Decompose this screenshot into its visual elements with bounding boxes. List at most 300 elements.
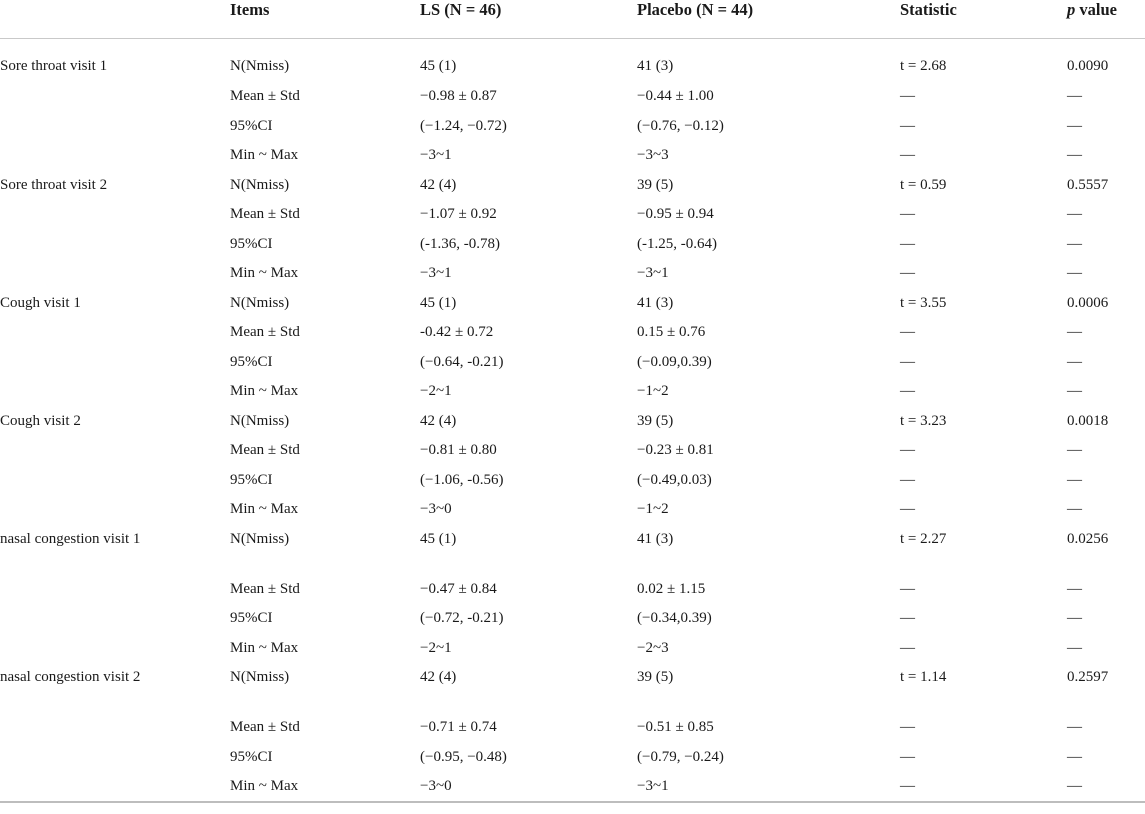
table-row xyxy=(0,346,1145,376)
group-label xyxy=(0,198,160,204)
item-label-cell xyxy=(230,139,420,169)
placebo-value-cell xyxy=(637,493,900,523)
ls-value-cell xyxy=(420,493,637,523)
p-value-cell xyxy=(1067,434,1145,464)
statistic-value: — xyxy=(900,778,915,794)
group-label-cell xyxy=(0,573,230,603)
statistic-value-cell xyxy=(900,228,1067,258)
statistic-value-cell xyxy=(900,602,1067,632)
statistic-value-cell xyxy=(900,375,1067,405)
item-label-cell xyxy=(230,228,420,258)
header-items: Items xyxy=(230,0,420,39)
placebo-value: 39 (5) xyxy=(637,669,674,685)
table-row xyxy=(0,523,1145,573)
header-placebo: Placebo (N = 44) xyxy=(637,0,900,39)
group-label-cell xyxy=(0,80,230,110)
group-label-cell xyxy=(0,741,230,771)
p-value-cell xyxy=(1067,573,1145,603)
placebo-value: (−0.79, −0.24) xyxy=(637,748,724,765)
item-label: N(Nmiss) xyxy=(230,530,290,547)
placebo-value: 41 (3) xyxy=(637,530,674,547)
ls-value: −0.71 ± 0.74 xyxy=(420,719,497,735)
placebo-value-cell xyxy=(637,80,900,110)
p-value-cell xyxy=(1067,110,1145,140)
placebo-value-cell xyxy=(637,257,900,287)
placebo-value-cell xyxy=(637,375,900,405)
table-row xyxy=(0,287,1145,317)
item-label: Min ~ Max xyxy=(230,147,299,163)
item-label: 95%CI xyxy=(230,471,273,488)
p-value-cell xyxy=(1067,661,1145,711)
p-value: — xyxy=(1067,442,1082,458)
group-label-cell xyxy=(0,287,230,317)
item-label: 95%CI xyxy=(230,353,273,370)
statistic-value: — xyxy=(900,235,915,252)
statistic-value: — xyxy=(900,580,915,597)
statistic-value: t = 1.14 xyxy=(900,669,947,685)
p-value: 0.0006 xyxy=(1067,294,1109,311)
group-label xyxy=(0,602,160,608)
header-p-letter: p xyxy=(1067,0,1076,19)
item-label: 95%CI xyxy=(230,235,273,252)
table-row xyxy=(0,198,1145,228)
placebo-value-cell xyxy=(637,602,900,632)
item-label: N(Nmiss) xyxy=(230,176,290,193)
item-label-cell xyxy=(230,405,420,435)
placebo-value-cell xyxy=(637,523,900,573)
ls-value-cell xyxy=(420,741,637,771)
item-label: Mean ± Std xyxy=(230,580,300,597)
item-label-cell xyxy=(230,110,420,140)
ls-value: 42 (4) xyxy=(420,412,457,429)
statistic-value: — xyxy=(900,639,915,656)
statistic-value: — xyxy=(900,265,915,281)
statistic-value: — xyxy=(900,353,915,370)
group-label-cell xyxy=(0,228,230,258)
group-label xyxy=(0,375,160,381)
group-label: nasal congestion visit 1 xyxy=(0,530,141,547)
placebo-value: 39 (5) xyxy=(637,412,674,429)
placebo-value-cell xyxy=(637,711,900,741)
item-label-cell xyxy=(230,169,420,199)
ls-value-cell xyxy=(420,632,637,662)
table-row xyxy=(0,405,1145,435)
placebo-value: 39 (5) xyxy=(637,176,674,193)
placebo-value: −0.51 ± 0.85 xyxy=(637,719,714,735)
ls-value-cell xyxy=(420,375,637,405)
statistic-value-cell xyxy=(900,405,1067,435)
ls-value-cell xyxy=(420,711,637,741)
statistic-value-cell xyxy=(900,110,1067,140)
item-label: Mean ± Std xyxy=(230,88,300,104)
group-label xyxy=(0,346,160,352)
group-label xyxy=(0,257,160,263)
ls-value: −3~1 xyxy=(420,265,452,281)
p-value-cell xyxy=(1067,287,1145,317)
statistic-value-cell xyxy=(900,523,1067,573)
group-label: Sore throat visit 2 xyxy=(0,176,108,193)
p-value: — xyxy=(1067,748,1082,765)
ls-value-cell xyxy=(420,434,637,464)
table-row xyxy=(0,110,1145,140)
item-label: 95%CI xyxy=(230,748,273,765)
group-label-cell xyxy=(0,198,230,228)
item-label: Mean ± Std xyxy=(230,719,300,735)
p-value: — xyxy=(1067,235,1082,252)
group-label xyxy=(0,228,160,234)
ls-value: (−0.95, −0.48) xyxy=(420,748,507,765)
p-value-cell xyxy=(1067,346,1145,376)
group-label-cell xyxy=(0,632,230,662)
placebo-value-cell xyxy=(637,287,900,317)
item-label-cell xyxy=(230,602,420,632)
statistic-value-cell xyxy=(900,493,1067,523)
group-label-cell xyxy=(0,39,230,81)
header-row xyxy=(0,0,1145,39)
item-label: Min ~ Max xyxy=(230,265,299,281)
ls-value-cell xyxy=(420,257,637,287)
table-row xyxy=(0,169,1145,199)
group-label-cell xyxy=(0,375,230,405)
ls-value: (−0.64, -0.21) xyxy=(420,353,504,370)
ls-value: −0.98 ± 0.87 xyxy=(420,88,497,104)
table-row xyxy=(0,741,1145,771)
statistic-value-cell xyxy=(900,169,1067,199)
p-value: — xyxy=(1067,610,1082,626)
ls-value: −3~1 xyxy=(420,147,452,163)
group-label-cell xyxy=(0,257,230,287)
group-label: nasal congestion visit 2 xyxy=(0,669,141,685)
table-row xyxy=(0,632,1145,662)
group-label xyxy=(0,110,160,116)
placebo-value-cell xyxy=(637,39,900,81)
placebo-value: −2~3 xyxy=(637,639,669,656)
group-label-cell xyxy=(0,346,230,376)
table-row xyxy=(0,434,1145,464)
group-label-cell xyxy=(0,405,230,435)
group-label-cell xyxy=(0,523,230,573)
statistic-value: — xyxy=(900,383,915,399)
placebo-value: (−0.34,0.39) xyxy=(637,610,712,626)
p-value: — xyxy=(1067,206,1082,222)
ls-value: −2~1 xyxy=(420,383,452,399)
placebo-value-cell xyxy=(637,198,900,228)
placebo-value: 0.02 ± 1.15 xyxy=(637,580,706,597)
header-p-suffix: value xyxy=(1075,0,1117,19)
ls-value-cell xyxy=(420,80,637,110)
statistic-value: — xyxy=(900,147,915,163)
statistic-value-cell xyxy=(900,711,1067,741)
item-label-cell xyxy=(230,198,420,228)
placebo-value: (−0.76, −0.12) xyxy=(637,117,724,134)
item-label: N(Nmiss) xyxy=(230,58,290,74)
item-label: N(Nmiss) xyxy=(230,669,290,685)
placebo-value: (-1.25, -0.64) xyxy=(637,235,717,252)
placebo-value: −0.44 ± 1.00 xyxy=(637,88,714,104)
statistic-value: — xyxy=(900,501,915,517)
item-label-cell xyxy=(230,434,420,464)
ls-value-cell xyxy=(420,464,637,494)
p-value-cell xyxy=(1067,464,1145,494)
ls-value-cell xyxy=(420,110,637,140)
group-label-cell xyxy=(0,493,230,523)
group-label xyxy=(0,434,160,440)
item-label-cell xyxy=(230,770,420,802)
header-ls: LS (N = 46) xyxy=(420,0,637,39)
table-row xyxy=(0,316,1145,346)
group-label-cell xyxy=(0,770,230,802)
ls-value-cell xyxy=(420,602,637,632)
group-label xyxy=(0,493,160,499)
ls-value-cell xyxy=(420,405,637,435)
placebo-value-cell xyxy=(637,405,900,435)
statistic-value: — xyxy=(900,88,915,104)
statistic-value-cell xyxy=(900,573,1067,603)
statistic-value: — xyxy=(900,471,915,488)
p-value-cell xyxy=(1067,198,1145,228)
item-label-cell xyxy=(230,573,420,603)
item-label-cell xyxy=(230,80,420,110)
p-value: — xyxy=(1067,501,1082,517)
header-group xyxy=(0,0,230,39)
ls-value: 42 (4) xyxy=(420,669,457,685)
table-row xyxy=(0,493,1145,523)
item-label-cell xyxy=(230,523,420,573)
p-value-cell xyxy=(1067,632,1145,662)
item-label: 95%CI xyxy=(230,117,273,134)
p-value: 0.0256 xyxy=(1067,530,1109,547)
placebo-value-cell xyxy=(637,770,900,802)
statistic-value-cell xyxy=(900,316,1067,346)
item-label: Min ~ Max xyxy=(230,778,299,794)
statistic-value: t = 0.59 xyxy=(900,176,947,193)
p-value: — xyxy=(1067,88,1082,104)
p-value-cell xyxy=(1067,711,1145,741)
group-label-cell xyxy=(0,139,230,169)
placebo-value: −3~1 xyxy=(637,778,669,794)
p-value-cell xyxy=(1067,257,1145,287)
table-row xyxy=(0,573,1145,603)
p-value: — xyxy=(1067,778,1082,794)
p-value-cell xyxy=(1067,39,1145,81)
ls-value: (−1.06, -0.56) xyxy=(420,471,504,488)
group-label-cell xyxy=(0,434,230,464)
group-label xyxy=(0,741,160,747)
ls-value-cell xyxy=(420,228,637,258)
item-label-cell xyxy=(230,257,420,287)
statistic-value-cell xyxy=(900,139,1067,169)
item-label-cell xyxy=(230,346,420,376)
group-label xyxy=(0,711,160,717)
p-value: — xyxy=(1067,117,1082,134)
ls-value-cell xyxy=(420,169,637,199)
placebo-value-cell xyxy=(637,346,900,376)
item-label-cell xyxy=(230,464,420,494)
table-row xyxy=(0,80,1145,110)
statistic-value-cell xyxy=(900,434,1067,464)
ls-value-cell xyxy=(420,573,637,603)
p-value: 0.2597 xyxy=(1067,669,1109,685)
p-value-cell xyxy=(1067,770,1145,802)
p-value-cell xyxy=(1067,493,1145,523)
ls-value-cell xyxy=(420,39,637,81)
ls-value-cell xyxy=(420,770,637,802)
p-value-cell xyxy=(1067,169,1145,199)
ls-value-cell xyxy=(420,198,637,228)
group-label xyxy=(0,632,160,638)
placebo-value: 41 (3) xyxy=(637,58,674,74)
statistic-value: — xyxy=(900,610,915,626)
ls-value-cell xyxy=(420,523,637,573)
statistic-value-cell xyxy=(900,741,1067,771)
group-label-cell xyxy=(0,169,230,199)
ls-value: 45 (1) xyxy=(420,294,457,311)
item-label: Mean ± Std xyxy=(230,442,300,458)
p-value: — xyxy=(1067,147,1082,163)
ls-value: (−0.72, -0.21) xyxy=(420,610,504,626)
statistic-value-cell xyxy=(900,770,1067,802)
table-row xyxy=(0,711,1145,741)
placebo-value: 41 (3) xyxy=(637,294,674,311)
ls-value: −3~0 xyxy=(420,501,452,517)
statistic-value: t = 3.55 xyxy=(900,294,947,311)
p-value: 0.5557 xyxy=(1067,176,1109,193)
statistic-value: — xyxy=(900,206,915,222)
statistic-value: — xyxy=(900,324,915,340)
statistic-value: — xyxy=(900,748,915,765)
p-value: — xyxy=(1067,639,1082,656)
group-label-cell xyxy=(0,110,230,140)
placebo-value-cell xyxy=(637,169,900,199)
p-value-cell xyxy=(1067,375,1145,405)
placebo-value-cell xyxy=(637,228,900,258)
placebo-value-cell xyxy=(637,464,900,494)
placebo-value-cell xyxy=(637,661,900,711)
placebo-value: −3~3 xyxy=(637,147,669,163)
p-value-cell xyxy=(1067,523,1145,573)
table-row xyxy=(0,139,1145,169)
statistic-value: — xyxy=(900,719,915,735)
item-label-cell xyxy=(230,375,420,405)
item-label: Min ~ Max xyxy=(230,639,299,656)
placebo-value-cell xyxy=(637,139,900,169)
p-value: — xyxy=(1067,324,1082,340)
group-label xyxy=(0,316,160,322)
p-value-cell xyxy=(1067,80,1145,110)
table-row xyxy=(0,464,1145,494)
p-value: — xyxy=(1067,471,1082,488)
ls-value: 45 (1) xyxy=(420,58,457,74)
item-label: Min ~ Max xyxy=(230,501,299,517)
item-label-cell xyxy=(230,316,420,346)
item-label: Mean ± Std xyxy=(230,206,300,222)
p-value: 0.0090 xyxy=(1067,58,1109,74)
table-row xyxy=(0,39,1145,81)
group-label: Cough visit 1 xyxy=(0,294,81,311)
ls-value: −1.07 ± 0.92 xyxy=(420,206,497,222)
statistic-value: t = 2.68 xyxy=(900,58,947,74)
p-value: — xyxy=(1067,580,1082,597)
p-value: — xyxy=(1067,383,1082,399)
ls-value: −0.47 ± 0.84 xyxy=(420,580,497,597)
item-label-cell xyxy=(230,493,420,523)
header-p-value xyxy=(1067,0,1145,39)
placebo-value: −1~2 xyxy=(637,383,669,399)
item-label-cell xyxy=(230,711,420,741)
item-label: 95%CI xyxy=(230,610,273,626)
group-label-cell xyxy=(0,661,230,711)
table-row xyxy=(0,661,1145,711)
group-label-cell xyxy=(0,711,230,741)
placebo-value: −1~2 xyxy=(637,501,669,517)
item-label-cell xyxy=(230,287,420,317)
ls-value: 45 (1) xyxy=(420,530,457,547)
group-label xyxy=(0,139,160,145)
table-row xyxy=(0,602,1145,632)
p-value: — xyxy=(1067,719,1082,735)
ls-value: −0.81 ± 0.80 xyxy=(420,442,497,458)
statistic-value: — xyxy=(900,442,915,458)
table-row xyxy=(0,228,1145,258)
p-value-cell xyxy=(1067,228,1145,258)
ls-value: (-1.36, -0.78) xyxy=(420,235,500,252)
placebo-value-cell xyxy=(637,110,900,140)
statistic-value: t = 3.23 xyxy=(900,412,947,429)
statistic-value-cell xyxy=(900,80,1067,110)
placebo-value-cell xyxy=(637,741,900,771)
statistic-value-cell xyxy=(900,287,1067,317)
statistic-value: t = 2.27 xyxy=(900,530,947,547)
item-label-cell xyxy=(230,632,420,662)
statistic-value-cell xyxy=(900,661,1067,711)
placebo-value-cell xyxy=(637,573,900,603)
group-label: Cough visit 2 xyxy=(0,412,81,429)
ls-value: (−1.24, −0.72) xyxy=(420,117,507,134)
p-value-cell xyxy=(1067,316,1145,346)
group-label-cell xyxy=(0,602,230,632)
placebo-value: (−0.49,0.03) xyxy=(637,471,712,488)
ls-value-cell xyxy=(420,661,637,711)
p-value-cell xyxy=(1067,602,1145,632)
item-label-cell xyxy=(230,741,420,771)
statistic-value-cell xyxy=(900,632,1067,662)
item-label-cell xyxy=(230,39,420,81)
group-label: Sore throat visit 1 xyxy=(0,58,108,74)
ls-value-cell xyxy=(420,139,637,169)
statistic-value-cell xyxy=(900,464,1067,494)
item-label-cell xyxy=(230,661,420,711)
ls-value-cell xyxy=(420,346,637,376)
table-body xyxy=(0,39,1145,803)
group-label xyxy=(0,80,160,86)
p-value: — xyxy=(1067,265,1082,281)
placebo-value-cell xyxy=(637,632,900,662)
placebo-value-cell xyxy=(637,434,900,464)
statistic-value: — xyxy=(900,117,915,134)
ls-value-cell xyxy=(420,287,637,317)
item-label: Mean ± Std xyxy=(230,324,300,340)
statistic-value-cell xyxy=(900,257,1067,287)
header-statistic: Statistic xyxy=(900,0,1067,39)
placebo-value: −0.95 ± 0.94 xyxy=(637,206,714,222)
p-value: — xyxy=(1067,353,1082,370)
placebo-value: −3~1 xyxy=(637,265,669,281)
ls-value: 42 (4) xyxy=(420,176,457,193)
p-value-cell xyxy=(1067,741,1145,771)
placebo-value-cell xyxy=(637,316,900,346)
p-value: 0.0018 xyxy=(1067,412,1109,429)
group-label xyxy=(0,464,160,470)
